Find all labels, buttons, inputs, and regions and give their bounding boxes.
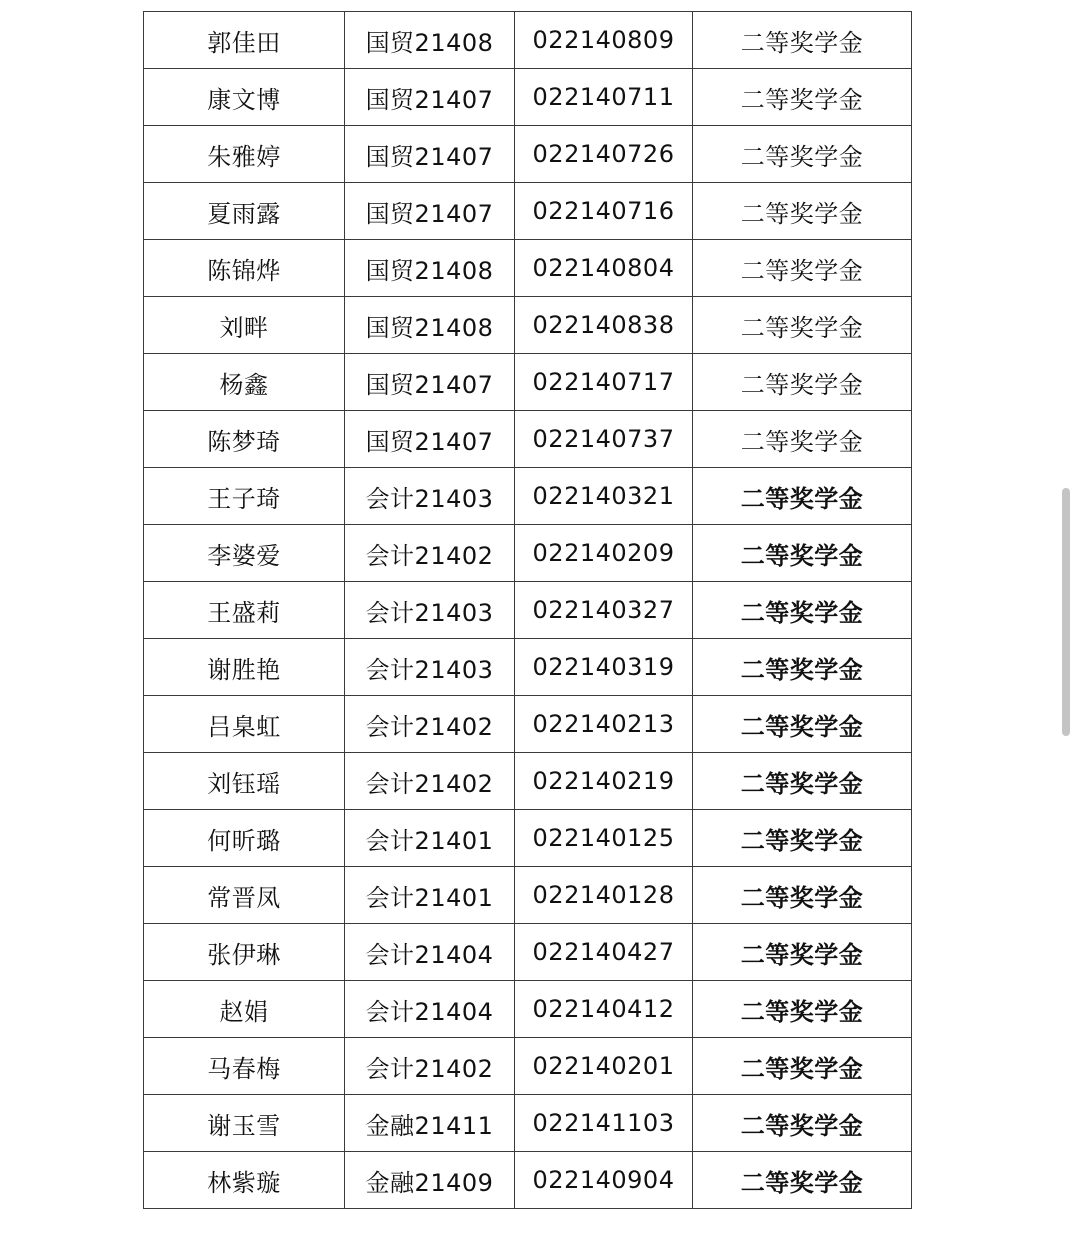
student-name-cell: 刘畔 bbox=[144, 297, 345, 354]
table-row bbox=[144, 696, 912, 753]
class-cell: 国贸21408 bbox=[345, 240, 515, 297]
award-cell: 二等奖学金 bbox=[693, 924, 912, 981]
table-row bbox=[144, 810, 912, 867]
award-cell: 二等奖学金 bbox=[693, 525, 912, 582]
class-cell: 国贸21407 bbox=[345, 69, 515, 126]
class-cell: 会计21402 bbox=[345, 696, 515, 753]
award-cell: 二等奖学金 bbox=[693, 753, 912, 810]
vertical-scrollbar[interactable] bbox=[1062, 488, 1070, 736]
student-id-cell: 022140716 bbox=[515, 183, 693, 240]
student-name-cell: 常晋凤 bbox=[144, 867, 345, 924]
student-name-cell: 马春梅 bbox=[144, 1038, 345, 1095]
table-row bbox=[144, 240, 912, 297]
student-id-cell: 022140412 bbox=[515, 981, 693, 1038]
student-name-cell: 陈锦烨 bbox=[144, 240, 345, 297]
class-cell: 会计21403 bbox=[345, 582, 515, 639]
table-row bbox=[144, 69, 912, 126]
table-row bbox=[144, 753, 912, 810]
class-cell: 国贸21407 bbox=[345, 411, 515, 468]
class-cell: 会计21404 bbox=[345, 924, 515, 981]
class-cell: 国贸21408 bbox=[345, 12, 515, 69]
award-cell: 二等奖学金 bbox=[693, 1038, 912, 1095]
student-name-cell: 何昕璐 bbox=[144, 810, 345, 867]
award-cell: 二等奖学金 bbox=[693, 810, 912, 867]
award-cell: 二等奖学金 bbox=[693, 867, 912, 924]
award-cell: 二等奖学金 bbox=[693, 126, 912, 183]
table-row bbox=[144, 468, 912, 525]
student-name-cell: 李婆爱 bbox=[144, 525, 345, 582]
award-cell: 二等奖学金 bbox=[693, 183, 912, 240]
student-id-cell: 022140809 bbox=[515, 12, 693, 69]
student-name-cell: 夏雨露 bbox=[144, 183, 345, 240]
student-name-cell: 赵娟 bbox=[144, 981, 345, 1038]
student-id-cell: 022140726 bbox=[515, 126, 693, 183]
student-id-cell: 022140128 bbox=[515, 867, 693, 924]
class-cell: 国贸21408 bbox=[345, 297, 515, 354]
table-row bbox=[144, 12, 912, 69]
student-name-cell: 郭佳田 bbox=[144, 12, 345, 69]
student-id-cell: 022140717 bbox=[515, 354, 693, 411]
student-name-cell: 吕臬虹 bbox=[144, 696, 345, 753]
class-cell: 国贸21407 bbox=[345, 354, 515, 411]
student-name-cell: 张伊琳 bbox=[144, 924, 345, 981]
table-row bbox=[144, 354, 912, 411]
table-row bbox=[144, 525, 912, 582]
student-id-cell: 022141103 bbox=[515, 1095, 693, 1152]
class-cell: 会计21402 bbox=[345, 1038, 515, 1095]
table-body bbox=[144, 12, 912, 1209]
table-row bbox=[144, 1038, 912, 1095]
award-cell: 二等奖学金 bbox=[693, 582, 912, 639]
award-cell: 二等奖学金 bbox=[693, 297, 912, 354]
table-row bbox=[144, 981, 912, 1038]
student-id-cell: 022140711 bbox=[515, 69, 693, 126]
table-row bbox=[144, 297, 912, 354]
table-row bbox=[144, 924, 912, 981]
student-name-cell: 刘钰瑶 bbox=[144, 753, 345, 810]
class-cell: 会计21403 bbox=[345, 468, 515, 525]
class-cell: 会计21402 bbox=[345, 525, 515, 582]
award-cell: 二等奖学金 bbox=[693, 1152, 912, 1209]
student-id-cell: 022140904 bbox=[515, 1152, 693, 1209]
award-cell: 二等奖学金 bbox=[693, 240, 912, 297]
student-id-cell: 022140125 bbox=[515, 810, 693, 867]
class-cell: 金融21411 bbox=[345, 1095, 515, 1152]
award-cell: 二等奖学金 bbox=[693, 411, 912, 468]
student-id-cell: 022140737 bbox=[515, 411, 693, 468]
student-id-cell: 022140804 bbox=[515, 240, 693, 297]
student-id-cell: 022140209 bbox=[515, 525, 693, 582]
student-id-cell: 022140427 bbox=[515, 924, 693, 981]
student-id-cell: 022140219 bbox=[515, 753, 693, 810]
table-row bbox=[144, 867, 912, 924]
class-cell: 会计21403 bbox=[345, 639, 515, 696]
table-row bbox=[144, 1095, 912, 1152]
award-cell: 二等奖学金 bbox=[693, 69, 912, 126]
award-cell: 二等奖学金 bbox=[693, 12, 912, 69]
student-name-cell: 王盛莉 bbox=[144, 582, 345, 639]
table-row bbox=[144, 183, 912, 240]
student-name-cell: 杨鑫 bbox=[144, 354, 345, 411]
table-row bbox=[144, 582, 912, 639]
table-row bbox=[144, 126, 912, 183]
award-cell: 二等奖学金 bbox=[693, 468, 912, 525]
student-name-cell: 陈梦琦 bbox=[144, 411, 345, 468]
student-name-cell: 朱雅婷 bbox=[144, 126, 345, 183]
award-cell: 二等奖学金 bbox=[693, 981, 912, 1038]
student-name-cell: 谢玉雪 bbox=[144, 1095, 345, 1152]
class-cell: 会计21401 bbox=[345, 810, 515, 867]
student-name-cell: 谢胜艳 bbox=[144, 639, 345, 696]
class-cell: 会计21401 bbox=[345, 867, 515, 924]
student-id-cell: 022140213 bbox=[515, 696, 693, 753]
award-cell: 二等奖学金 bbox=[693, 639, 912, 696]
student-id-cell: 022140321 bbox=[515, 468, 693, 525]
student-name-cell: 康文博 bbox=[144, 69, 345, 126]
class-cell: 国贸21407 bbox=[345, 126, 515, 183]
student-name-cell: 王子琦 bbox=[144, 468, 345, 525]
class-cell: 会计21404 bbox=[345, 981, 515, 1038]
award-cell: 二等奖学金 bbox=[693, 1095, 912, 1152]
scholarship-table bbox=[143, 11, 912, 1209]
class-cell: 金融21409 bbox=[345, 1152, 515, 1209]
table-row bbox=[144, 411, 912, 468]
student-id-cell: 022140327 bbox=[515, 582, 693, 639]
table-row bbox=[144, 1152, 912, 1209]
student-id-cell: 022140319 bbox=[515, 639, 693, 696]
student-name-cell: 林紫璇 bbox=[144, 1152, 345, 1209]
student-id-cell: 022140201 bbox=[515, 1038, 693, 1095]
award-cell: 二等奖学金 bbox=[693, 696, 912, 753]
class-cell: 会计21402 bbox=[345, 753, 515, 810]
table-row bbox=[144, 639, 912, 696]
student-id-cell: 022140838 bbox=[515, 297, 693, 354]
class-cell: 国贸21407 bbox=[345, 183, 515, 240]
award-cell: 二等奖学金 bbox=[693, 354, 912, 411]
